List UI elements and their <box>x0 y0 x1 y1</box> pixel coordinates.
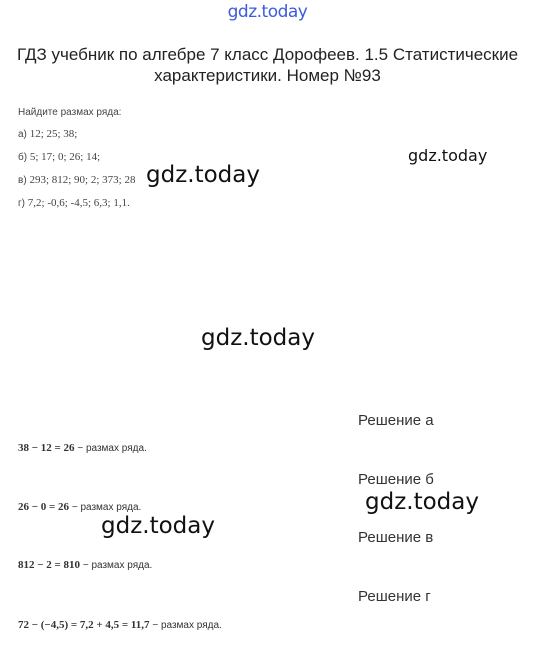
solution-expr: 812 − 2 = 810 <box>18 559 81 571</box>
solution-expr: 26 − 0 = 26 <box>18 501 70 513</box>
watermark: gdz.today <box>365 489 479 515</box>
task-item-values: 293; 812; 90; 2; 373; 28 <box>29 174 136 186</box>
solution-suffix: − размах ряда. <box>149 620 222 631</box>
task-item-v <box>18 174 135 186</box>
task-item-prefix: в) <box>18 175 27 186</box>
task-item-prefix: г) <box>18 198 25 209</box>
task-item-values: 5; 17; 0; 26; 14; <box>29 151 101 163</box>
solution-line-v <box>18 559 152 571</box>
task-item-prefix: б) <box>18 152 28 163</box>
solution-expr: 38 − 12 = 26 <box>18 442 75 454</box>
watermark: gdz.today <box>146 162 260 188</box>
solution-heading-g: Решение г <box>358 588 431 605</box>
solution-expr: 72 − (−4,5) = 7,2 + 4,5 = 11,7 <box>18 619 150 631</box>
solution-line-b <box>18 501 141 513</box>
task-item-g <box>18 197 130 209</box>
task-prompt: Найдите размах ряда: <box>18 107 122 118</box>
solution-heading-b: Решение б <box>358 471 434 488</box>
watermark: gdz.today <box>408 146 488 165</box>
task-item-a <box>18 128 77 140</box>
site-logo[interactable]: gdz.today <box>227 2 308 22</box>
solution-heading-a: Решение а <box>358 412 434 429</box>
page-title: ГДЗ учебник по алгебре 7 класс Дорофеев. 1.5 Статистические характеристики. Номер №93 <box>16 45 519 85</box>
solution-line-a <box>18 442 147 454</box>
solution-line-g <box>18 619 222 631</box>
task-item-values: 12; 25; 38; <box>29 128 78 140</box>
solution-suffix: − размах ряда. <box>80 560 153 571</box>
task-item-values: 7,2; -0,6; -4,5; 6,3; 1,1. <box>27 197 130 209</box>
solution-suffix: − размах ряда. <box>69 502 142 513</box>
solution-suffix: − размах ряда. <box>74 443 147 454</box>
solution-heading-v: Решение в <box>358 529 434 546</box>
task-item-prefix: а) <box>18 129 27 140</box>
watermark: gdz.today <box>201 325 315 351</box>
task-item-b <box>18 151 100 163</box>
watermark: gdz.today <box>101 513 215 539</box>
